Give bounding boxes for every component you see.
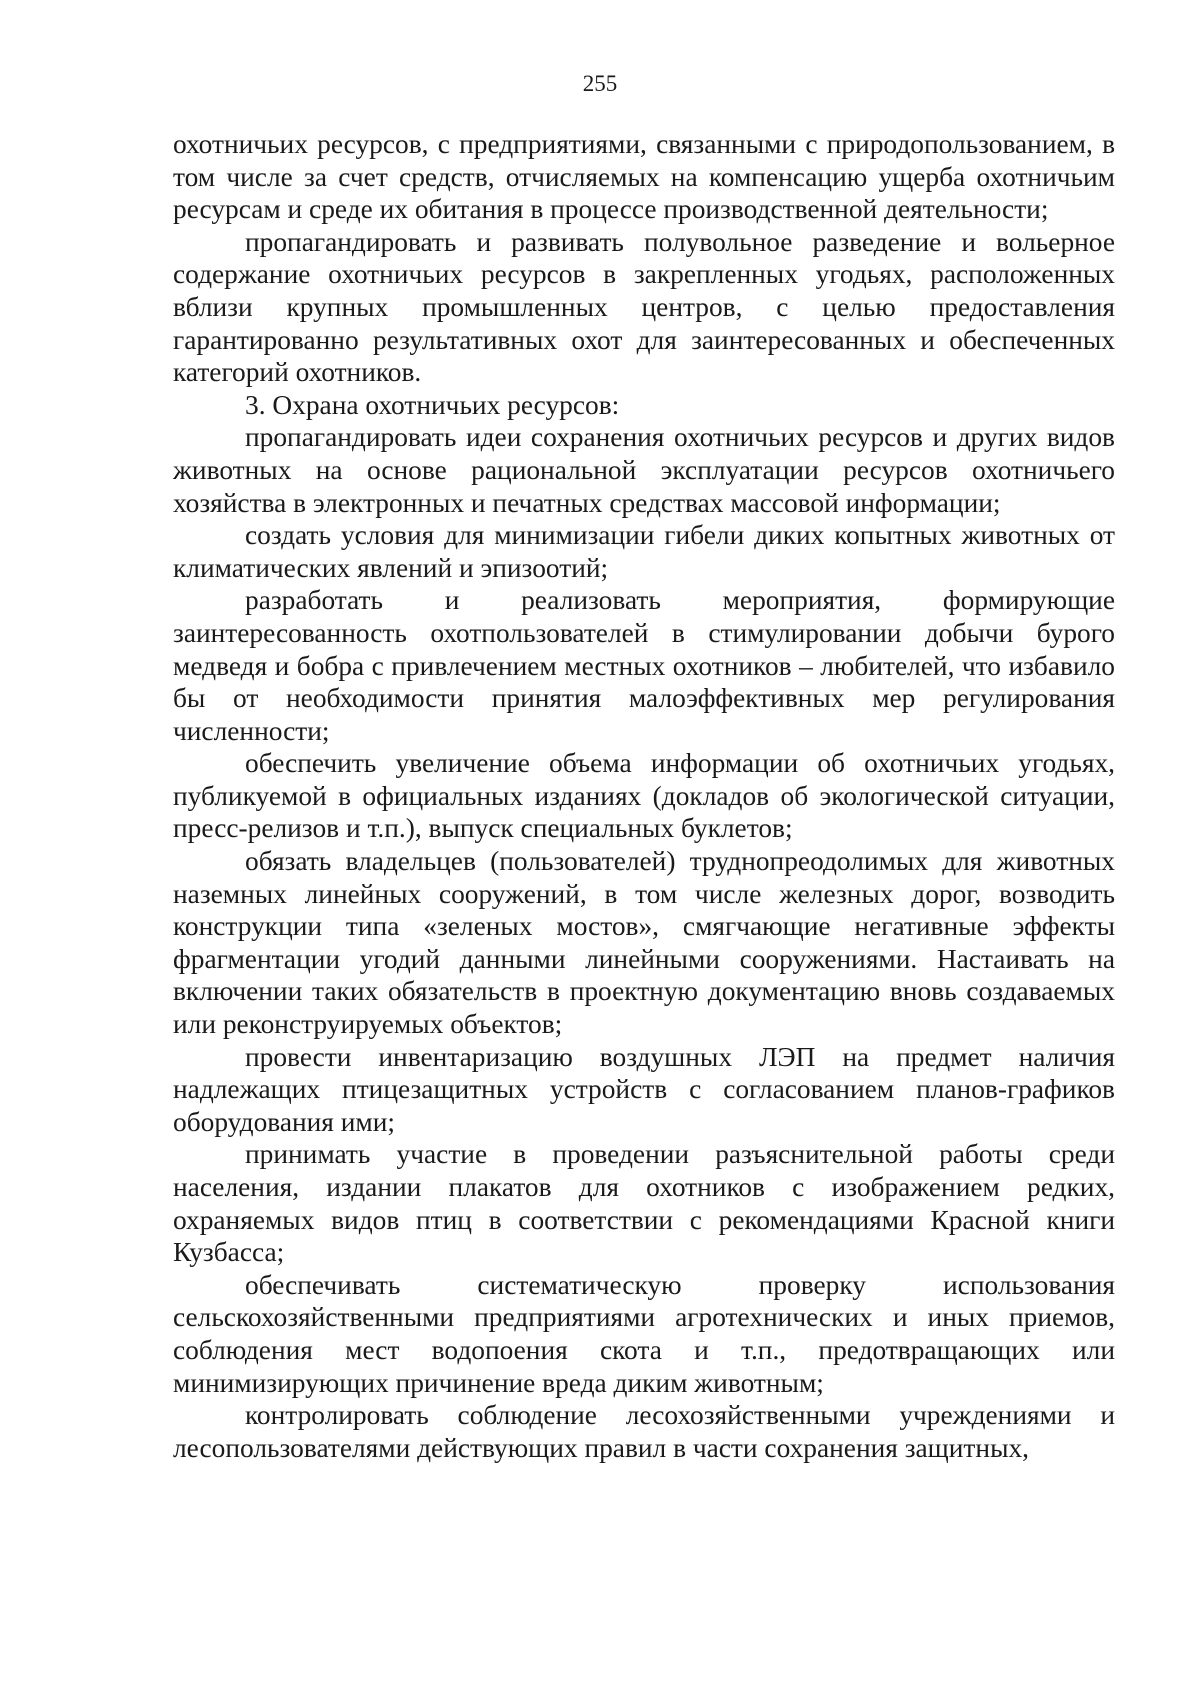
paragraph: обязать владельцев (пользователей) труднопреодолимых для животных наземных линейных сооружений, в том числе железных дорог, возводить конструкции типа «зеленых мостов», смягчающие негативные эффекты фрагментации угодий данными линейными сооружениями. Настаивать на включении таких обязательств в проектную документацию вновь создаваемых или реконструируемых объектов; <box>173 846 1115 1040</box>
paragraph: создать условия для минимизации гибели диких копытных животных от климатических явлений и эпизоотий; <box>173 520 1115 583</box>
paragraph: разработать и реализовать мероприятия, формирующие заинтересованность охотпользователей в стимулировании добычи бурого медведя и бобра с привлечением местных охотников – любителей, что избавило бы от необходимости принятия малоэффективных мер регулирования численности; <box>173 585 1115 746</box>
paragraph: обеспечить увеличение объема информации об охотничьих угодьях, публикуемой в официальных изданиях (докладов об экологической ситуации, пресс-релизов и т.п.), выпуск специальных буклетов; <box>173 748 1115 844</box>
paragraph: провести инвентаризацию воздушных ЛЭП на предмет наличия надлежащих птицезащитных устройств с согласованием планов-графиков оборудования ими; <box>173 1041 1115 1137</box>
paragraph: пропагандировать идеи сохранения охотничьих ресурсов и других видов животных на основе рациональной эксплуатации ресурсов охотничьего хозяйства в электронных и печатных средствах массовой информации; <box>173 422 1115 518</box>
paragraph: обеспечивать систематическую проверку использования сельскохозяйственными предприятиями агротехнических и иных приемов, соблюдения мест водопоения скота и т.п., предотвращающих или минимизирующих причинение вреда диким животным; <box>173 1269 1115 1398</box>
document-body <box>173 128 1115 1464</box>
page-number: 255 <box>582 71 618 96</box>
paragraph: пропагандировать и развивать полувольное разведение и вольерное содержание охотничьих ресурсов в закрепленных угодьях, расположенных вблизи крупных промышленных центров, с целью предоставления гарантированно результативных охот для заинтересованных и обеспеченных категорий охотников. <box>173 226 1115 388</box>
section-heading: 3. Охрана охотничьих ресурсов: <box>245 389 620 420</box>
paragraph: контролировать соблюдение лесохозяйственными учреждениями и лесопользователями действующих правил в части сохранения защитных, <box>173 1400 1115 1463</box>
paragraph: принимать участие в проведении разъяснительной работы среди населения, издании плакатов для охотников с изображением редких, охраняемых видов птиц в соответствии с рекомендациями Красной книги Кузбасса; <box>173 1139 1115 1268</box>
paragraph: охотничьих ресурсов, с предприятиями, связанными с природопользованием, в том числе за счет средств, отчисляемых на компенсацию ущерба охотничьим ресурсам и среде их обитания в процессе производственной деятельности; <box>173 129 1115 225</box>
